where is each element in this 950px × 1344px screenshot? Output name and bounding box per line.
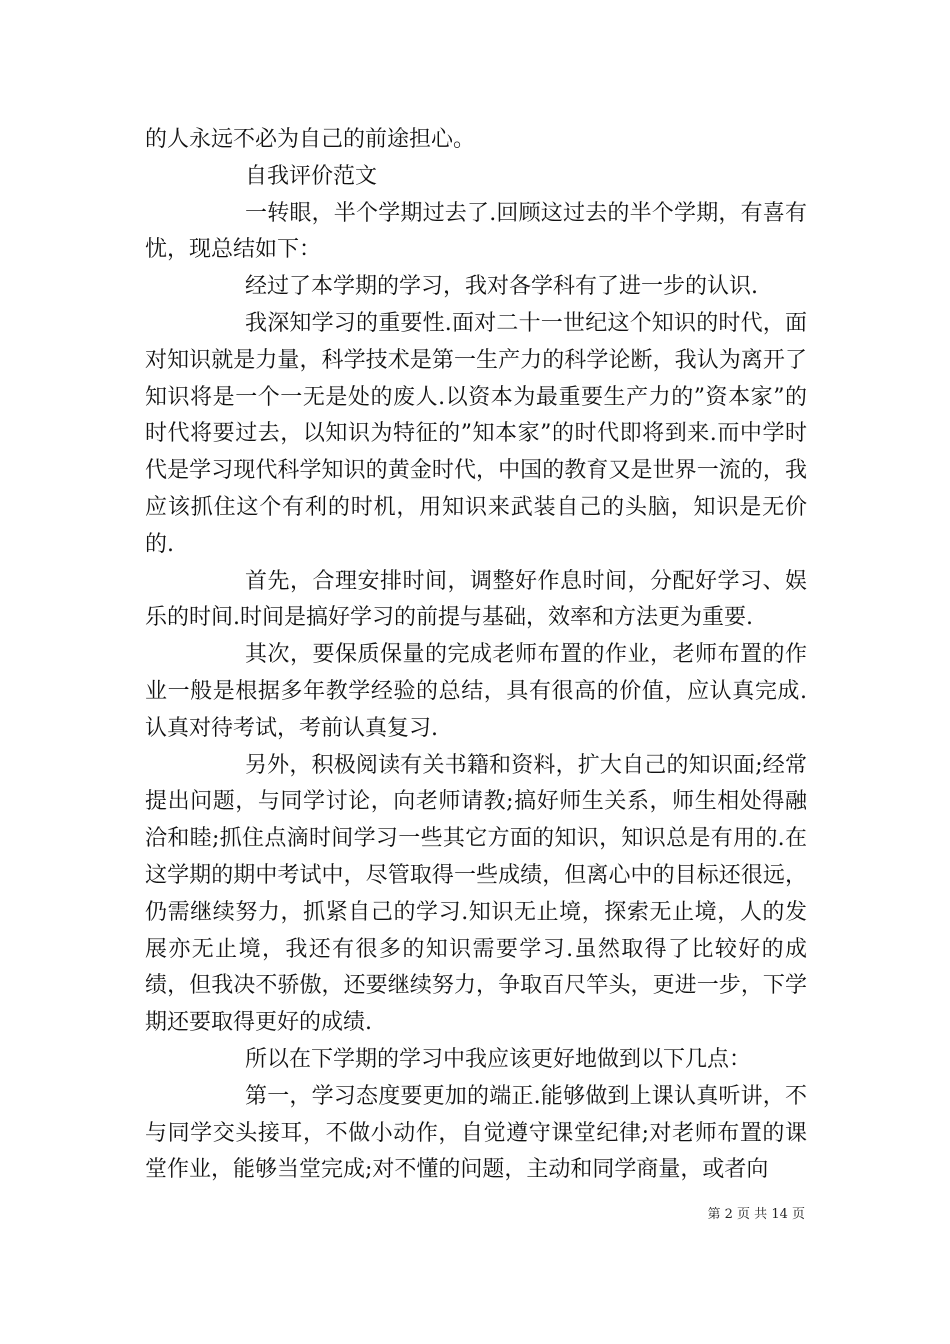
paragraph-intro: 一转眼，半个学期过去了.回顾这过去的半个学期，有喜有忧，现总结如下： xyxy=(145,200,807,263)
document-body xyxy=(145,122,807,1189)
paragraph-point-one: 第一，学习态度要更加的端正.能够做到上课认真听讲，不与同学交头接耳，不做小动作，自觉遵守课堂纪律;对老师布置的课堂作业，能够当堂完成;对不懂的问题，主动和同学商量，或者向 xyxy=(145,1083,807,1183)
paragraph-summary: 经过了本学期的学习，我对各学科有了进一步的认识. xyxy=(245,274,758,300)
paragraph-second: 其次，要保质保量的完成老师布置的作业，老师布置的作业一般是根据多年教学经验的总结，具有很高的价值，应认真完成.认真对待考试，考前认真复习. xyxy=(145,642,807,741)
section-heading: 自我评价范文 xyxy=(245,163,378,189)
paragraph-additionally: 另外，积极阅读有关书籍和资料，扩大自己的知识面;经常提出问题，与同学讨论，向老师请教;搞好师生关系，师生相处得融洽和睦;抓住点滴时间学习一些其它方面的知识，知识总是有用的.在这学期的期中考试中，尽管取得一些成绩，但离心中的目标还很远，仍需继续努力，抓紧自己的学习.知识无止境，探索无止境，人的发展亦无止境，我还有很多的知识需要学习.虽然取得了比较好的成绩，但我决不骄傲，还要继续努力，争取百尺竿头，更进一步，下学期还要取得更好的成绩. xyxy=(145,752,807,1036)
paragraph-importance: 我深知学习的重要性.面对二十一世纪这个知识的时代，面对知识就是力量，科学技术是第一生产力的科学论断，我认为离开了知识将是一个一无是处的废人.以资本为最重要生产力的”资本家”的时代将要过去，以知识为特征的”知本家”的时代即将到来.而中学时代是学习现代科学知识的黄金时代，中国的教育又是世界一流的，我应该抓住这个有利的时机，用知识来武装自己的头脑，知识是无价的. xyxy=(145,310,807,557)
paragraph-1: 的人永远不必为自己的前途担心。 xyxy=(145,127,476,152)
paragraph-first: 首先，合理安排时间，调整好作息时间，分配好学习、娱乐的时间.时间是搞好学习的前提与基础，效率和方法更为重要. xyxy=(145,568,807,631)
paragraph-plan: 所以在下学期的学习中我应该更好地做到以下几点： xyxy=(245,1046,752,1072)
page-number-footer: 第 2 页 共 14 页 xyxy=(707,1207,805,1222)
